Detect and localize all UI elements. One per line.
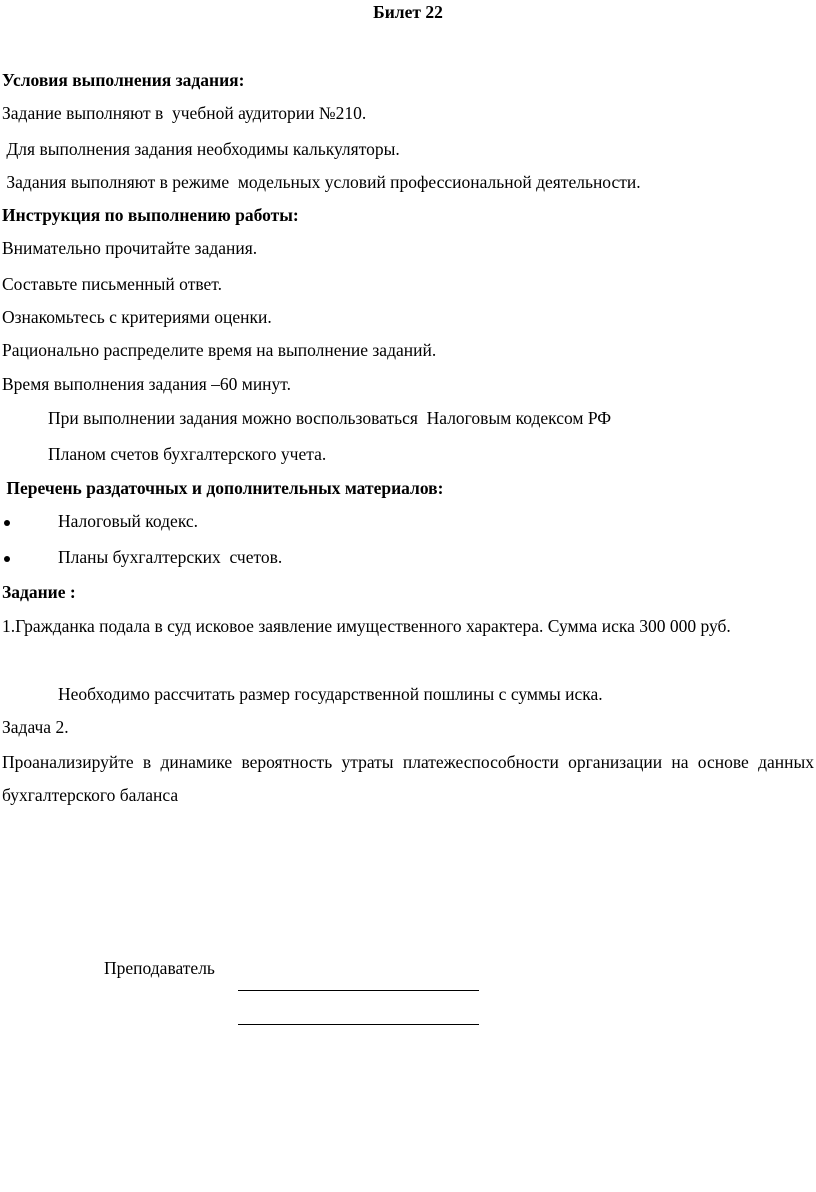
instruction-line: Время выполнения задания –60 минут. xyxy=(2,374,292,394)
bullet-icon xyxy=(4,556,10,562)
ticket-title: Билет 22 xyxy=(373,2,443,22)
task2-text: Проанализируйте в динамике вероятность утраты платежеспособности организации на основе данных бухгалтерского баланса xyxy=(2,752,814,805)
condition-line: Задание выполняют в учебной аудитории №210. xyxy=(2,103,367,123)
condition-line: Задания выполняют в режиме модельных условий профессиональной деятельности. xyxy=(2,172,641,192)
task-heading: Задание : xyxy=(2,582,76,602)
teacher-label: Преподаватель xyxy=(104,958,215,978)
signature-line xyxy=(238,990,479,991)
instruction-line: Составьте письменный ответ. xyxy=(2,274,222,294)
materials-item: Налоговый кодекс. xyxy=(58,511,199,531)
instruction-line: Внимательно прочитайте задания. xyxy=(2,238,258,258)
materials-item: Планы бухгалтерских счетов. xyxy=(58,547,283,567)
task1-instruction: Необходимо рассчитать размер государственной пошлины с суммы иска. xyxy=(58,684,603,704)
instructions-heading: Инструкция по выполнению работы: xyxy=(2,205,299,225)
instruction-indented-line: Планом счетов бухгалтерского учета. xyxy=(48,444,327,464)
condition-line: Для выполнения задания необходимы калькуляторы. xyxy=(2,139,400,159)
signature-line xyxy=(238,1024,479,1025)
instruction-line: Ознакомьтесь с критериями оценки. xyxy=(2,307,272,327)
materials-heading: Перечень раздаточных и дополнительных материалов: xyxy=(2,478,444,498)
task2-label: Задача 2. xyxy=(2,717,69,737)
conditions-heading: Условия выполнения задания: xyxy=(2,70,245,90)
instruction-line: Рационально распределите время на выполнение заданий. xyxy=(2,340,437,360)
instruction-indented-line: При выполнении задания можно воспользоваться Налоговым кодексом РФ xyxy=(48,408,612,428)
bullet-icon xyxy=(4,520,10,526)
task1-text: 1.Гражданка подала в суд исковое заявление имущественного характера. Сумма иска 300 000 руб. xyxy=(2,616,731,636)
